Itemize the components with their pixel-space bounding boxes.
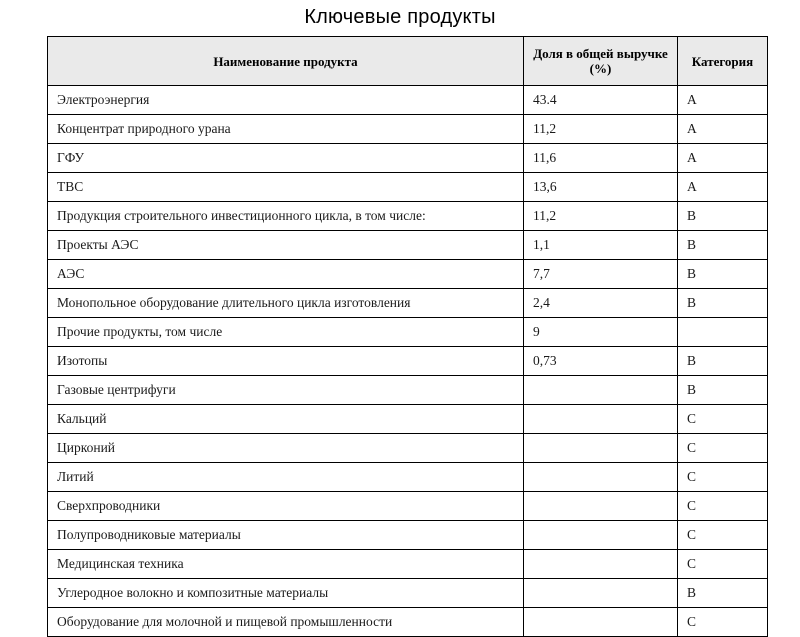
cell-revenue-share: [524, 521, 678, 550]
cell-category: C: [678, 463, 768, 492]
cell-category: B: [678, 260, 768, 289]
table-row: [48, 231, 768, 260]
cell-category: B: [678, 347, 768, 376]
cell-revenue-share: 11,6: [524, 144, 678, 173]
cell-product-name: Проекты АЭС: [48, 231, 524, 260]
table-row: [48, 144, 768, 173]
table-row: [48, 260, 768, 289]
cell-category: C: [678, 434, 768, 463]
cell-product-name: Литий: [48, 463, 524, 492]
table-row: [48, 202, 768, 231]
cell-revenue-share: [524, 579, 678, 608]
table-header: [48, 37, 768, 86]
cell-product-name: ГФУ: [48, 144, 524, 173]
cell-revenue-share: 13,6: [524, 173, 678, 202]
column-header-revenue-share: Доля в общей выручке (%): [524, 37, 678, 86]
cell-category: C: [678, 521, 768, 550]
table-header-row: [48, 37, 768, 86]
cell-revenue-share: 11,2: [524, 202, 678, 231]
table-row: [48, 463, 768, 492]
cell-revenue-share: 7,7: [524, 260, 678, 289]
table-row: [48, 434, 768, 463]
cell-revenue-share: 2,4: [524, 289, 678, 318]
cell-category: B: [678, 202, 768, 231]
cell-product-name: Углеродное волокно и композитные материалы: [48, 579, 524, 608]
table-row: [48, 521, 768, 550]
cell-product-name: Полупроводниковые материалы: [48, 521, 524, 550]
cell-category: C: [678, 405, 768, 434]
table-row: [48, 318, 768, 347]
cell-revenue-share: [524, 463, 678, 492]
table-row: [48, 86, 768, 115]
key-products-table: [47, 36, 768, 637]
cell-category: A: [678, 86, 768, 115]
column-header-category: Категория: [678, 37, 768, 86]
cell-product-name: Изотопы: [48, 347, 524, 376]
table-row: [48, 347, 768, 376]
cell-category: [678, 318, 768, 347]
cell-product-name: Продукция строительного инвестиционного цикла, в том числе:: [48, 202, 524, 231]
table-row: [48, 115, 768, 144]
column-header-product-name: Наименование продукта: [48, 37, 524, 86]
cell-category: C: [678, 492, 768, 521]
cell-category: B: [678, 231, 768, 260]
cell-product-name: Концентрат природного урана: [48, 115, 524, 144]
table-body: [48, 86, 768, 637]
cell-revenue-share: 43.4: [524, 86, 678, 115]
page-title: Ключевые продукты: [304, 6, 496, 28]
cell-revenue-share: [524, 376, 678, 405]
cell-category: C: [678, 550, 768, 579]
cell-category: B: [678, 579, 768, 608]
cell-product-name: ТВС: [48, 173, 524, 202]
cell-product-name: АЭС: [48, 260, 524, 289]
cell-revenue-share: [524, 608, 678, 637]
cell-product-name: Электроэнергия: [48, 86, 524, 115]
cell-category: A: [678, 144, 768, 173]
table-row: [48, 492, 768, 521]
cell-revenue-share: [524, 550, 678, 579]
table-row: [48, 550, 768, 579]
cell-product-name: Цирконий: [48, 434, 524, 463]
cell-category: C: [678, 608, 768, 637]
cell-revenue-share: 1,1: [524, 231, 678, 260]
cell-product-name: Сверхпроводники: [48, 492, 524, 521]
cell-product-name: Кальций: [48, 405, 524, 434]
cell-revenue-share: 11,2: [524, 115, 678, 144]
table-row: [48, 608, 768, 637]
cell-revenue-share: [524, 492, 678, 521]
cell-revenue-share: [524, 405, 678, 434]
table-row: [48, 289, 768, 318]
cell-revenue-share: 0,73: [524, 347, 678, 376]
cell-product-name: Медицинская техника: [48, 550, 524, 579]
cell-category: B: [678, 376, 768, 405]
cell-category: A: [678, 173, 768, 202]
cell-product-name: Оборудование для молочной и пищевой промышленности: [48, 608, 524, 637]
cell-product-name: Прочие продукты, том числе: [48, 318, 524, 347]
cell-category: B: [678, 289, 768, 318]
table-row: [48, 173, 768, 202]
cell-revenue-share: [524, 434, 678, 463]
cell-category: A: [678, 115, 768, 144]
table-row: [48, 405, 768, 434]
table-row: [48, 579, 768, 608]
table-row: [48, 376, 768, 405]
cell-product-name: Газовые центрифуги: [48, 376, 524, 405]
cell-product-name: Монопольное оборудование длительного цикла изготовления: [48, 289, 524, 318]
cell-revenue-share: 9: [524, 318, 678, 347]
